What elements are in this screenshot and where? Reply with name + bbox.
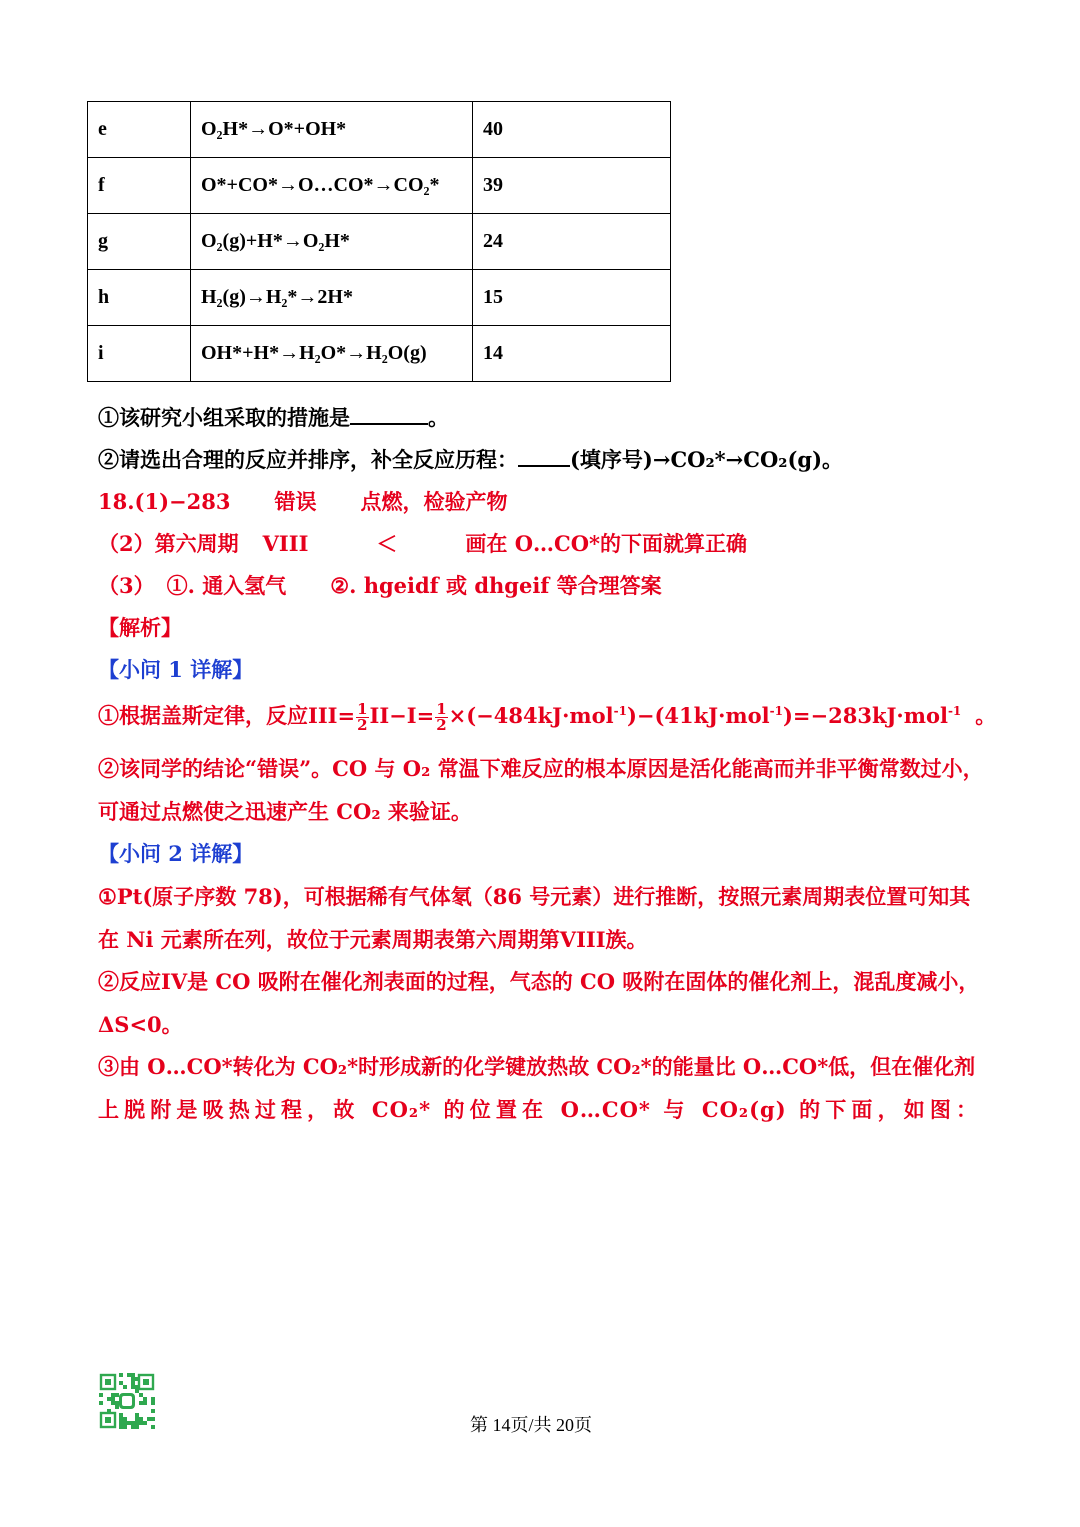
sub-question-1-heading: 【小问 1 详解】	[98, 657, 254, 682]
answer-line-1: 18.(1)−283 错误 点燃，检验产物	[98, 489, 508, 514]
step-value: 14	[473, 326, 671, 382]
table-row	[88, 158, 671, 214]
step-value: 39	[473, 158, 671, 214]
table-row	[88, 270, 671, 326]
step-id: f	[88, 158, 191, 214]
paragraph-2-line-2: 可通过点燃使之迅速产生 CO₂ 来验证。	[98, 799, 472, 824]
step-reaction: O₂(g)+H*→O₂H*	[191, 214, 473, 270]
question-2: ②请选出合理的反应并排序，补全反应历程： (填序号)→CO₂*→CO₂(g)。	[98, 447, 844, 472]
step-reaction: O₂H*→O*+OH*	[191, 102, 473, 158]
question-1: ①该研究小组采取的措施是 。	[98, 405, 449, 430]
fraction-half-1: $\frac{1}{2}$	[357, 700, 368, 734]
step-id: g	[88, 214, 191, 270]
table-row	[88, 214, 671, 270]
step-value: 40	[473, 102, 671, 158]
answer-blank-2	[518, 447, 570, 467]
paragraph-3-line-2: 在 Ni 元素所在列，故位于元素周期表第六周期第VIII族。	[98, 927, 648, 952]
fraction-half-2: $\frac{1}{2}$	[436, 700, 447, 734]
table-row	[88, 102, 671, 158]
paragraph-4-line-1: ②反应IV是 CO 吸附在催化剂表面的过程，气态的 CO 吸附在固体的催化剂上，混乱度减小，	[98, 969, 980, 994]
reaction-table	[87, 101, 671, 382]
qr-code-icon	[99, 1373, 155, 1429]
table-row	[88, 326, 671, 382]
paragraph-4-line-2: ΔS<0。	[98, 1012, 183, 1037]
hess-law-line: ①根据盖斯定律，反应III= $\frac{1}{2}$ II−I= $\frac{1}{2}$ ×(−484kJ·mol$^{-1}$)−(41kJ·mol$^{-1}$)=−283kJ·mol$^{-1}$ 。	[98, 700, 997, 734]
page-number: 第 14页/共 20页	[470, 1415, 593, 1435]
step-reaction: OH*+H*→H₂O*→H₂O(g)	[191, 326, 473, 382]
paragraph-3-line-1: ①Pt(原子序数 78)，可根据稀有气体氡（86 号元素）进行推断，按照元素周期表位置可知其	[98, 884, 971, 909]
paragraph-2-line-1: ②该同学的结论“错误”。CO 与 O₂ 常温下难反应的根本原因是活化能高而并非平衡常数过小，	[98, 756, 984, 781]
step-id: e	[88, 102, 191, 158]
paragraph-5-line-1: ③由 O…CO*转化为 CO₂*时形成新的化学键放热故 CO₂*的能量比 O…CO*低，但在催化剂	[98, 1054, 976, 1079]
answer-blank-1	[350, 405, 428, 425]
step-reaction: O*+CO*→O…CO*→CO₂*	[191, 158, 473, 214]
step-id: i	[88, 326, 191, 382]
step-value: 24	[473, 214, 671, 270]
answer-line-3: （3） ①. 通入氢气 ②. hgeidf 或 dhgeif 等合理答案	[98, 573, 662, 598]
answer-line-2: （2）第六周期 VIII ＜ 画在 O…CO*的下面就算正确	[98, 531, 747, 556]
paragraph-5-line-2: 上脱附是吸热过程，故 CO₂* 的位置在 O…CO* 与 CO₂(g) 的下面，如图：	[98, 1097, 978, 1122]
step-id: h	[88, 270, 191, 326]
step-reaction: H₂(g)→H₂*→2H*	[191, 270, 473, 326]
sub-question-2-heading: 【小问 2 详解】	[98, 841, 254, 866]
analysis-heading: 【解析】	[98, 615, 182, 640]
step-value: 15	[473, 270, 671, 326]
